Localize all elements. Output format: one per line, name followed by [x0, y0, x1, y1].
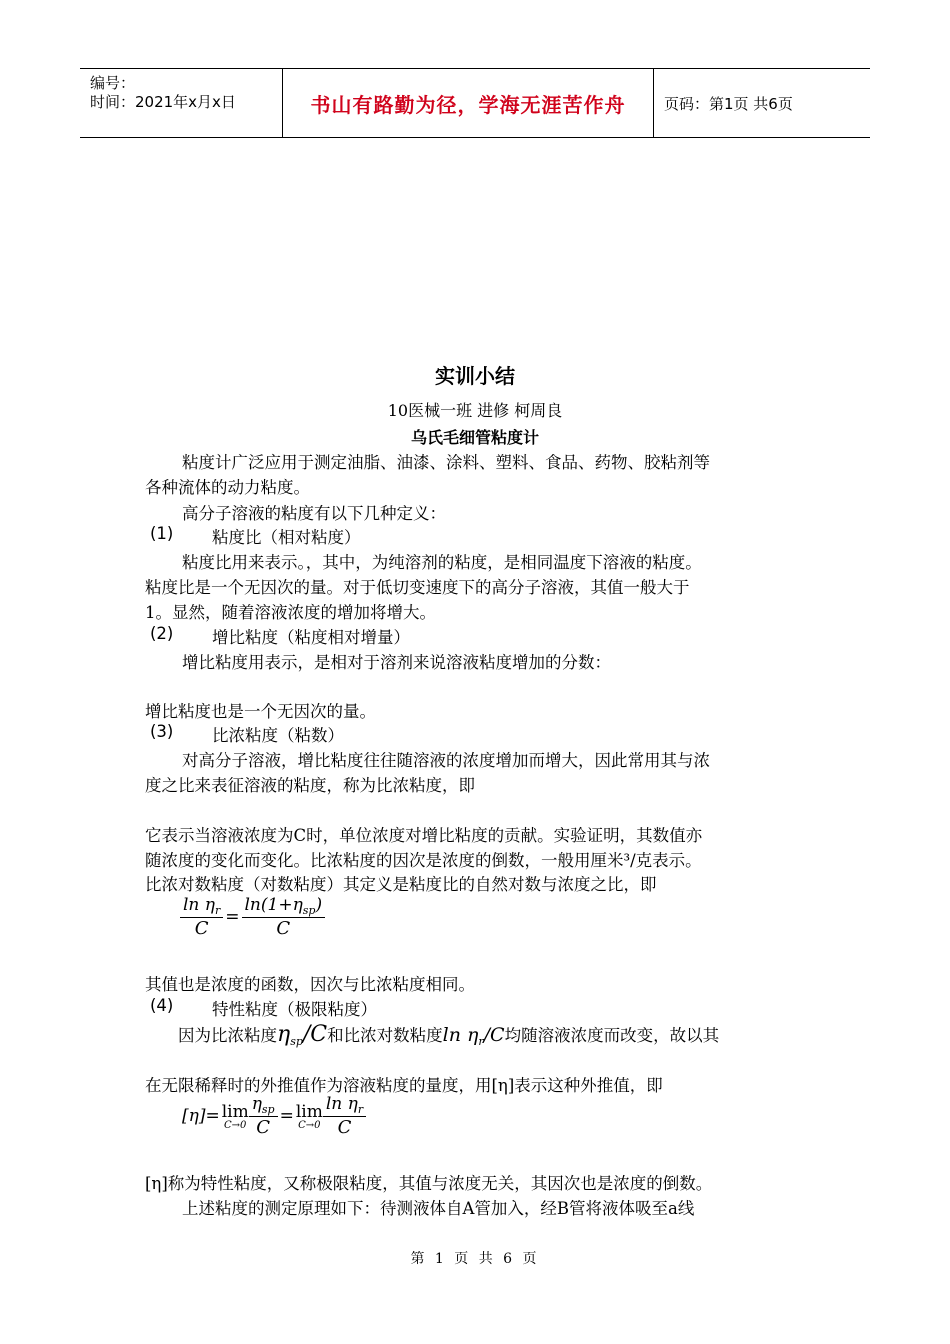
section-heading: 特性粘度（极限粘度）	[212, 1000, 377, 1019]
formula-text: ln(1+η	[244, 895, 303, 915]
paragraph-line: 增比粘度用表示，是相对于溶剂来说溶液粘度增加的分数：	[182, 653, 611, 672]
formula-text: ln η	[325, 1094, 358, 1114]
formula-operator: =	[225, 907, 240, 927]
formula-fraction	[249, 1094, 278, 1138]
paragraph-line: 粘度比是一个无因次的量。对于低切变速度下的高分子溶液，其值一般大于	[145, 578, 690, 597]
formula-text: [η]=	[182, 1106, 220, 1126]
paragraph-line: 粘度比用来表示。，其中，为纯溶剂的粘度，是相同温度下溶液的粘度。	[182, 553, 702, 572]
paragraph-line: 其值也是浓度的函数，因次与比浓粘度相同。	[145, 975, 475, 994]
date-text: 时间：2021年x月x日	[90, 93, 236, 111]
paragraph-line: 增比粘度也是一个无因次的量。	[145, 702, 376, 721]
formula-text: C→0	[298, 1119, 321, 1131]
section-heading: 比浓粘度（粘数）	[212, 726, 344, 745]
formula-fraction	[242, 895, 326, 939]
paragraph-text: 和比浓对数粘度	[327, 1026, 443, 1045]
formula-subscript: sp	[302, 904, 316, 917]
paragraph-line: 比浓对数粘度（对数粘度）其定义是粘度比的自然对数与浓度之比，即	[145, 875, 657, 894]
formula-text: /C	[483, 1024, 505, 1046]
paragraph-line: 它表示当溶液浓度为C时，单位浓度对增比粘度的贡献。实验证明，其数值亦	[145, 826, 703, 845]
header-meta-cell	[80, 69, 283, 137]
formula-text: C→0	[224, 1119, 247, 1131]
paragraph-line: 上述粘度的测定原理如下：待测液体自A管加入，经B管将液体吸至a线	[182, 1199, 695, 1218]
section-subtitle: 乌氏毛细管粘度计	[410, 428, 539, 447]
paragraph-line: 各种流体的动力粘度。	[145, 478, 310, 497]
author-line: 10医械一班 进修 柯周良	[387, 401, 563, 420]
paragraph-line: 高分子溶液的粘度有以下几种定义：	[182, 504, 446, 523]
formula-text: lim	[221, 1101, 249, 1122]
formula-subscript: r	[357, 1103, 364, 1116]
formula-text: lim	[295, 1101, 323, 1122]
paragraph-line: [η]称为特性粘度，又称极限粘度，其值与浓度无关，其因次也是浓度的倒数。	[145, 1174, 713, 1193]
paragraph-line: 度之比来表征溶液的粘度，称为比浓粘度，即	[145, 776, 475, 795]
inline-formula-a	[277, 1022, 327, 1047]
formula-text: C	[194, 918, 209, 939]
formula-operator: =	[279, 1106, 294, 1126]
paragraph-line-with-formulas	[178, 1022, 719, 1048]
formula-text: C	[337, 1117, 352, 1138]
formula-limit	[222, 1102, 249, 1131]
formula-subscript: sp	[261, 1103, 275, 1116]
formula-text: ln η	[183, 895, 215, 915]
paragraph-line: 随浓度的变化而变化。比浓粘度的因次是浓度的倒数，一般用厘米³/克表示。	[145, 851, 702, 870]
formula-subscript: sp	[290, 1035, 303, 1048]
formula-text: )	[315, 895, 323, 915]
formula-subscript: r	[214, 904, 221, 917]
section-number: (1)	[150, 524, 174, 543]
intrinsic-viscosity-formula	[180, 1094, 366, 1138]
formula-text: C	[256, 1117, 271, 1138]
number-label: 编号：	[90, 74, 136, 92]
formula-limit	[296, 1102, 323, 1131]
paragraph-line: 在无限稀释时的外推值作为溶液粘度的量度，用[η]表示这种外推值，即	[145, 1076, 663, 1095]
section-number: (4)	[150, 996, 174, 1015]
formula-fraction	[323, 1094, 366, 1138]
section-number: (2)	[150, 624, 174, 643]
formula-text: /C	[302, 1022, 328, 1047]
section-number: (3)	[150, 722, 174, 741]
page-footer: 第 1 页 共 6 页	[410, 1251, 540, 1267]
paragraph-text: 因为比浓粘度	[178, 1026, 277, 1045]
log-viscosity-formula	[180, 895, 325, 939]
page-title: 实训小结	[435, 364, 515, 388]
header-page-info: 页码：第1页 共6页	[664, 94, 793, 113]
formula-text: η	[277, 1022, 291, 1047]
section-heading: 增比粘度（粘度相对增量）	[212, 628, 410, 647]
paragraph-text: 均随溶液浓度而改变，故以其	[504, 1026, 720, 1045]
inline-formula-b	[443, 1024, 505, 1046]
section-heading: 粘度比（相对粘度）	[212, 528, 361, 547]
header-motto: 书山有路勤为径，学海无涯苦作舟	[283, 69, 654, 137]
paragraph-line: 1。显然，随着溶液浓度的增加将增大。	[145, 603, 436, 622]
document-header	[80, 68, 870, 138]
paragraph-line: 粘度计广泛应用于测定油脂、油漆、涂料、塑料、食品、药物、胶粘剂等	[182, 453, 710, 472]
formula-text: η	[251, 1094, 262, 1114]
formula-fraction	[180, 895, 223, 939]
paragraph-line: 对高分子溶液，增比粘度往往随溶液的浓度增加而增大，因此常用其与浓	[182, 751, 710, 770]
formula-subscript: r	[478, 1035, 484, 1048]
formula-text: ln η	[442, 1024, 479, 1046]
formula-text: C	[276, 918, 291, 939]
